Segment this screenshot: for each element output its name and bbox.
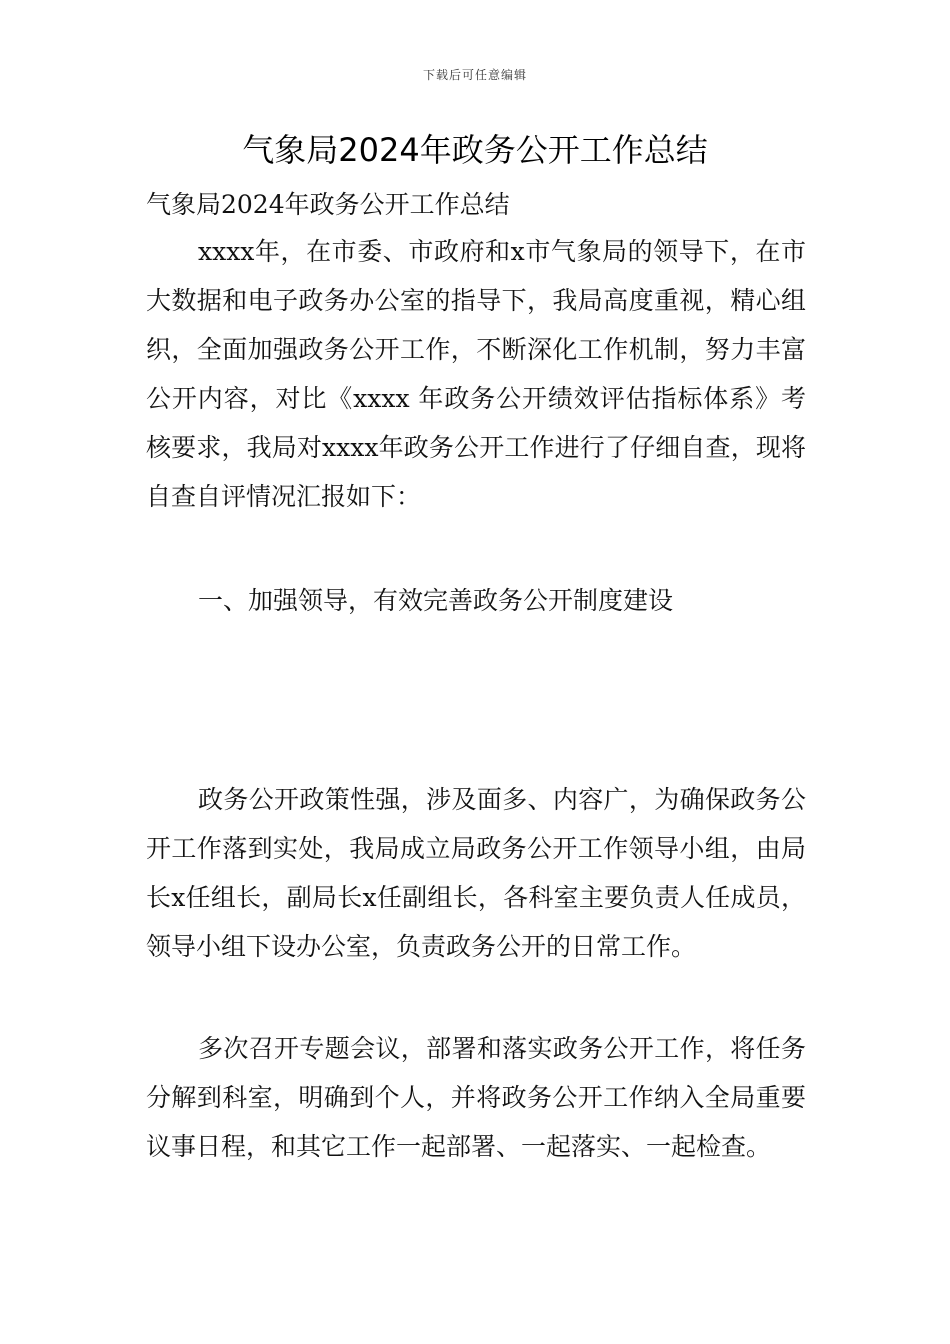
paragraph-intro: xxxx年，在市委、市政府和x市气象局的领导下，在市大数据和电子政务办公室的指导下，我局高度重视，精心组织，全面加强政务公开工作，不断深化工作机制，努力丰富公开内容，对比《xxxx 年政务公开绩效评估指标体系》考核要求，我局对xxxx年政务公开工作进行了仔细自查，现将自查自评情况汇报如下： <box>146 237 806 511</box>
section-heading-1: 一、加强领导，有效完善政务公开制度建设 <box>198 586 674 615</box>
paragraph-leadership: 政务公开政策性强，涉及面多、内容广，为确保政务公开工作落到实处，我局成立局政务公开工作领导小组，由局长x任组长，副局长x任副组长，各科室主要负责人任成员，领导小组下设办公室，负责政务公开的日常工作。 <box>146 785 806 961</box>
document-title: 气象局2024年政务公开工作总结 <box>242 131 708 169</box>
document-subtitle: 气象局2024年政务公开工作总结 <box>146 190 510 219</box>
paragraph-meetings: 多次召开专题会议，部署和落实政务公开工作，将任务分解到科室，明确到个人，并将政务公开工作纳入全局重要议事日程，和其它工作一起部署、一起落实、一起检查。 <box>146 1034 806 1161</box>
header-note: 下载后可任意编辑 <box>422 68 527 82</box>
